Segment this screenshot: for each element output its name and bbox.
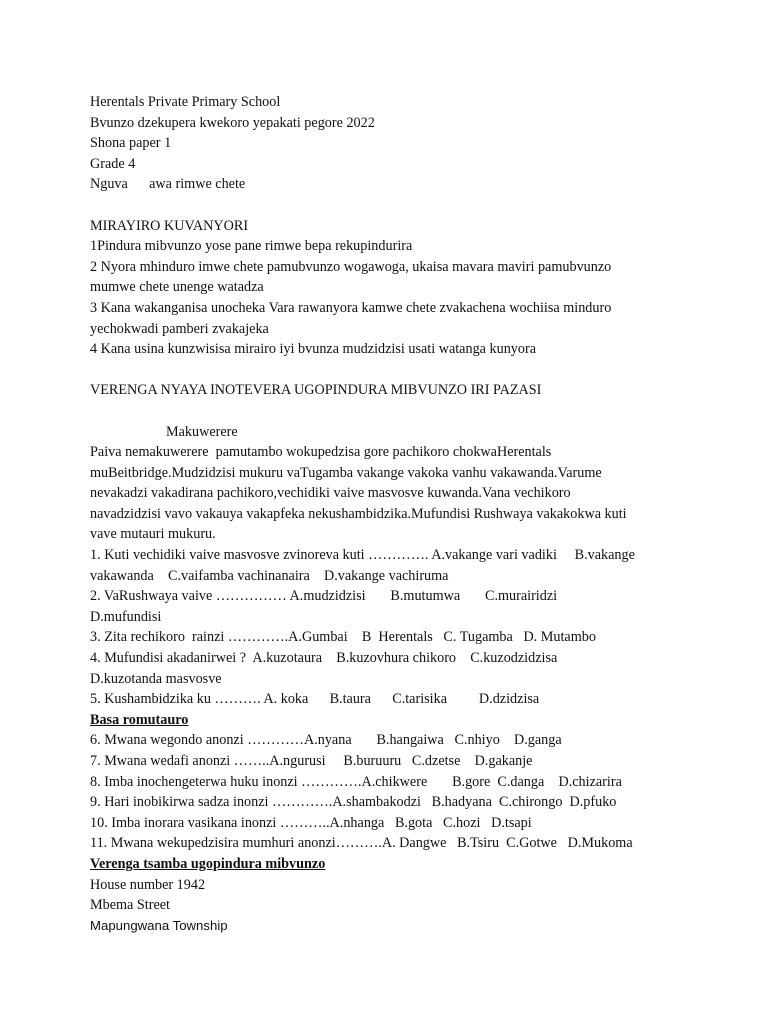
section-heading: VERENGA NYAYA INOTEVERA UGOPINDURA MIBVUNZO IRI PAZASI xyxy=(90,382,542,399)
question-line: 9. Hari inobikirwa sadza inonzi ………….A.shambakodzi B.hadyana C.chirongo D.pfuko xyxy=(90,794,617,811)
instruction-line: mumwe chete unenge watadza xyxy=(90,279,264,296)
question-line: 6. Mwana wegondo anonzi …………A.nyana B.hangaiwa C.nhiyo D.ganga xyxy=(90,732,562,749)
section-heading: Verenga tsamba ugopindura mibvunzo xyxy=(90,855,326,872)
instruction-line: 1Pindura mibvunzo yose pane rimwe bepa rekupindurira xyxy=(90,238,413,255)
story-line: navadzidzisi vavo vakauya vakapfeka nekushambidzika.Mufundisi Rushwaya vakakokwa kuti xyxy=(90,505,627,522)
spacer xyxy=(90,401,740,422)
story-title: Makuwerere xyxy=(166,423,238,440)
question-line: 10. Imba inorara vasikana inonzi ………..A.nhanga B.gota C.hozi D.tsapi xyxy=(90,814,532,831)
grade-label: Grade 4 xyxy=(90,155,136,172)
address-street: Mbema Street xyxy=(90,897,170,914)
time-allowed: Nguva awa rimwe chete xyxy=(90,176,246,193)
language-section xyxy=(90,710,740,854)
instruction-line: 2 Nyora mhinduro imwe chete pamubvunzo wogawoga, ukaisa mavara maviri pamubvunzo xyxy=(90,258,612,275)
address-township: Mapungwana Township xyxy=(90,917,228,933)
instruction-line: 4 Kana usina kunzwisisa mirairo iyi bvunza mudzidzisi usati watanga kunyora xyxy=(90,341,537,358)
question-line: 2. VaRushwaya vaive …………… A.mudzidzisi B.mutumwa C.murairidzi xyxy=(90,588,558,605)
question-line: vakawanda C.vaifamba vachinanaira D.vakange vachiruma xyxy=(90,567,449,584)
question-line: 5. Kushambidzika ku ………. A. koka B.taura C.tarisika D.dzidzisa xyxy=(90,691,540,708)
document-page xyxy=(90,92,740,936)
section-heading: Basa romutauro xyxy=(90,711,189,728)
question-line: 11. Mwana wekupedzisira mumhuri anonzi……….A. Dangwe B.Tsiru C.Gotwe D.Mukoma xyxy=(90,835,633,852)
question-line: 3. Zita rechikoro rainzi ………….A.Gumbai B Herentals C. Tugamba D. Mutambo xyxy=(90,629,596,646)
document-header xyxy=(90,92,740,195)
spacer xyxy=(90,360,740,381)
instruction-line: 3 Kana wakanganisa unocheka Vara rawanyora kamwe chete zvakachena wochiisa minduro xyxy=(90,299,612,316)
story-line: nevakadzi vakadirana pachikoro,vechidiki vaive masvosve kuwanda.Vana vechikoro xyxy=(90,485,571,502)
question-line: 8. Imba inochengeterwa huku inonzi ………….A.chikwere B.gore C.danga D.chizarira xyxy=(90,773,622,790)
story-line: Paiva nemakuwerere pamutambo wokupedzisa gore pachikoro chokwaHerentals xyxy=(90,444,552,461)
instruction-line: yechokwadi pamberi zvakajeka xyxy=(90,320,269,337)
question-line: D.kuzotanda masvosve xyxy=(90,670,222,687)
question-line: 4. Mufundisi akadanirwei ? A.kuzotaura B.kuzovhura chikoro C.kuzodzidzisa xyxy=(90,650,558,667)
instructions-block xyxy=(90,216,740,360)
address-house: House number 1942 xyxy=(90,876,206,893)
question-line: D.mufundisi xyxy=(90,608,162,625)
spacer xyxy=(90,195,740,216)
question-line: 1. Kuti vechidiki vaive masvosve zvinoreva kuti …………. A.vakange vari vadiki B.vakange xyxy=(90,547,635,564)
letter-section xyxy=(90,854,740,936)
comprehension-section xyxy=(90,380,740,710)
school-name: Herentals Private Primary School xyxy=(90,94,281,110)
exam-title: Bvunzo dzekupera kwekoro yepakati pegore 2022 xyxy=(90,114,375,131)
paper-name: Shona paper 1 xyxy=(90,135,172,152)
instructions-title: MIRAYIRO KUVANYORI xyxy=(90,217,249,234)
story-line: vave mutauri mukuru. xyxy=(90,526,216,543)
story-line: muBeitbridge.Mudzidzisi mukuru vaTugamba vakange vakoka vanhu vakawanda.Varume xyxy=(90,464,602,481)
question-line: 7. Mwana wedafi anonzi ……..A.ngurusi B.buruuru C.dzetse D.gakanje xyxy=(90,753,533,769)
